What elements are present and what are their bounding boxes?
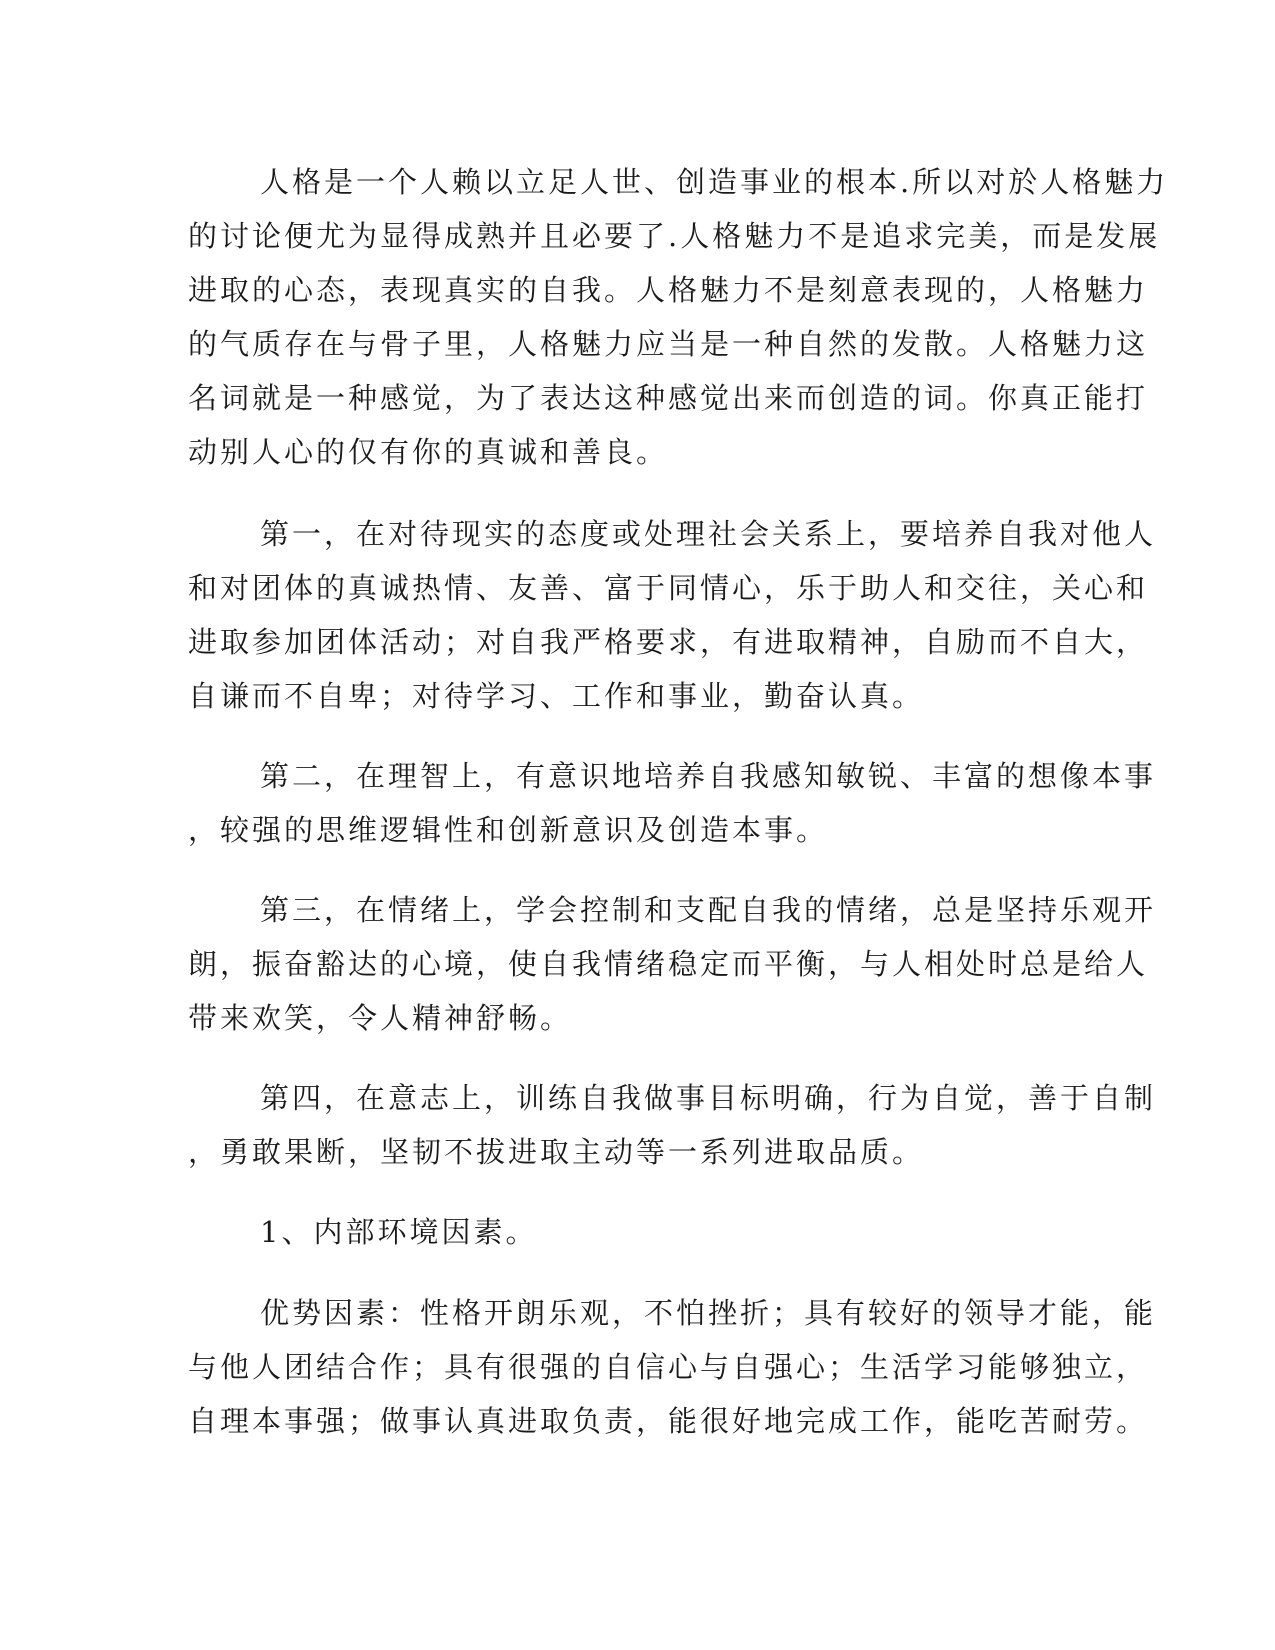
text-line: 带来欢笑，令人精神舒畅。 xyxy=(188,1001,573,1035)
text-line: 的讨论便尤为显得成熟并且必要了.人格魅力不是追求完美，而是发展 xyxy=(188,219,1161,253)
text-line: 第一，在对待现实的态度或处理社会关系上，要培养自我对他人 xyxy=(260,517,1157,551)
text-line: 与他人团结合作；具有很强的自信心与自强心；生活学习能够独立， xyxy=(188,1350,1149,1384)
text-line: 第三，在情绪上，学会控制和支配自我的情绪，总是坚持乐观开 xyxy=(260,893,1157,927)
text-line: 朗，振奋豁达的心境，使自我情绪稳定而平衡，与人相处时总是给人 xyxy=(188,947,1149,981)
text-line: 进取参加团体活动；对自我严格要求，有进取精神，自励而不自大， xyxy=(188,625,1149,659)
text-line: 进取的心态，表现真实的自我。人格魅力不是刻意表现的，人格魅力 xyxy=(188,273,1149,307)
text-line: ，勇敢果断，坚韧不拔进取主动等一系列进取品质。 xyxy=(188,1135,925,1169)
text-line: 的气质存在与骨子里，人格魅力应当是一种自然的发散。人格魅力这 xyxy=(188,327,1149,361)
text-line: 动别人心的仅有你的真诚和善良。 xyxy=(188,435,669,469)
text-line: 和对团体的真诚热情、友善、富于同情心，乐于助人和交往，关心和 xyxy=(188,571,1149,605)
text-line: 名词就是一种感觉，为了表达这种感觉出来而创造的词。你真正能打 xyxy=(188,381,1149,415)
text-line: 人格是一个人赖以立足人世、创造事业的根本.所以对於人格魅力 xyxy=(260,165,1169,199)
text-line: 第二，在理智上，有意识地培养自我感知敏锐、丰富的想像本事 xyxy=(260,759,1157,793)
text-line: 自理本事强；做事认真进取负责，能很好地完成工作，能吃苦耐劳。 xyxy=(188,1404,1149,1438)
text-line: 自谦而不自卑；对待学习、工作和事业，勤奋认真。 xyxy=(188,679,925,713)
text-line: 1、内部环境因素。 xyxy=(260,1215,538,1249)
text-line: 第四，在意志上，训练自我做事目标明确，行为自觉，善于自制 xyxy=(260,1081,1157,1115)
text-line: 优势因素：性格开朗乐观，不怕挫折；具有较好的领导才能，能 xyxy=(260,1296,1157,1330)
text-line: ，较强的思维逻辑性和创新意识及创造本事。 xyxy=(188,813,829,847)
